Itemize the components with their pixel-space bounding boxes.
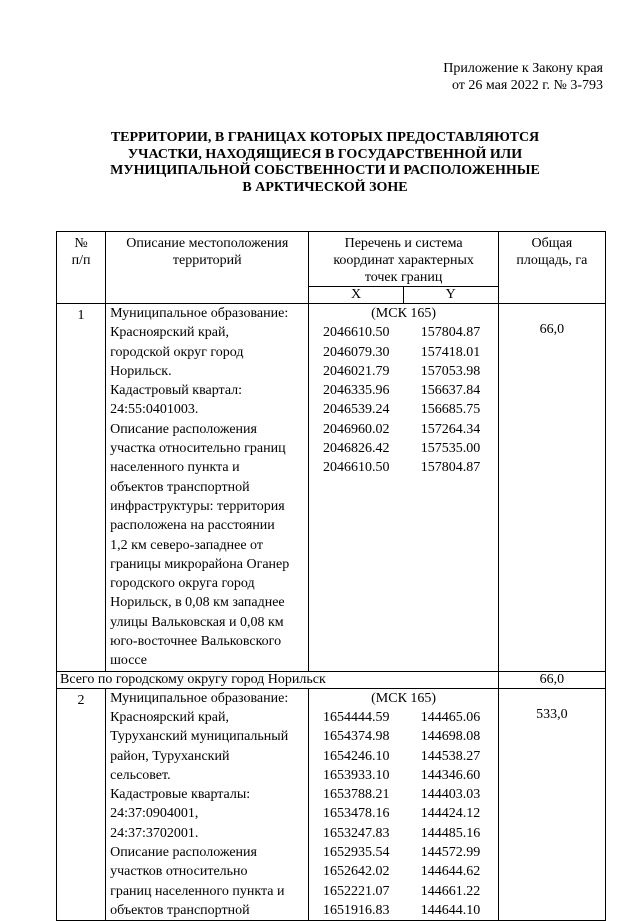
y-value: 144698.08: [420, 729, 481, 745]
coordinate-system: (МСК 165): [371, 690, 437, 706]
header-coordinates: [309, 232, 498, 287]
header-description: [106, 232, 309, 304]
desc-line: Муниципальное образование:: [110, 690, 289, 706]
desc-line: объектов транспортной: [110, 902, 250, 918]
desc-line: 24:55:0401003.: [110, 402, 199, 418]
y-value: 156637.84: [420, 383, 481, 399]
desc-line: Норильск.: [110, 363, 172, 379]
desc-line: район, Туруханский: [110, 748, 230, 764]
header-num-line: п/п: [71, 253, 91, 268]
header-area: [498, 232, 605, 304]
title-line: МУНИЦИПАЛЬНОЙ СОБСТВЕННОСТИ И РАСПОЛОЖЕННЫЕ: [110, 163, 540, 178]
x-value: 1654374.98: [323, 729, 390, 745]
y-value: 144538.27: [420, 748, 481, 764]
desc-line: объектов транспортной: [110, 479, 250, 495]
y-coordinates: [403, 708, 498, 920]
row-description: [106, 688, 309, 921]
y-value: 144403.03: [420, 787, 481, 803]
x-value: 1653478.16: [323, 806, 390, 822]
x-value: 2046539.24: [323, 402, 390, 418]
desc-line: 24:37:0904001,: [110, 806, 199, 822]
header-coords-line: координат характерных: [333, 253, 474, 268]
header-row: [57, 232, 606, 287]
y-value: 157535.00: [420, 441, 481, 457]
header-desc-line: Описание местоположения: [126, 236, 289, 251]
x-value: 1652221.07: [323, 883, 390, 899]
desc-line: Муниципальное образование:: [110, 306, 289, 321]
desc-line: границы микрорайона Оганер: [110, 556, 290, 572]
coordinate-system: (МСК 165): [371, 306, 437, 321]
appendix-line-2: от 26 мая 2022 г. № 3-793: [451, 78, 603, 93]
desc-line: 1,2 км северо-западнее от: [110, 537, 263, 553]
x-value: 1653788.21: [323, 787, 390, 803]
x-value: 1652642.02: [323, 864, 390, 880]
y-value: 144644.10: [420, 902, 481, 918]
desc-line: населенного пункта и: [110, 460, 240, 476]
row-coordinates: [309, 688, 498, 921]
total-label: Всего по городскому округу город Норильск: [57, 671, 499, 688]
header-coords-line: точек границ: [364, 270, 443, 285]
row-description: [106, 304, 309, 672]
y-value: 144485.16: [420, 825, 481, 841]
y-value: 144572.99: [420, 845, 481, 861]
x-value: 1651916.83: [323, 902, 390, 918]
desc-line: Норильск, в 0,08 км западнее: [110, 595, 285, 611]
row-area: 66,0: [498, 304, 605, 672]
row-number: 2: [57, 688, 106, 921]
desc-line: шоссе: [110, 653, 148, 669]
x-value: 1653247.83: [323, 825, 390, 841]
desc-line: Описание расположения: [110, 845, 257, 861]
header-area-line: площадь, га: [516, 253, 588, 268]
y-value: 157804.87: [420, 325, 481, 341]
x-coordinates: [309, 323, 403, 477]
y-value: 157804.87: [420, 460, 481, 476]
appendix-note: [443, 60, 603, 94]
desc-line: юго-восточнее Вальковского: [110, 634, 282, 650]
header-desc-line: территорий: [172, 253, 242, 268]
header-y: Y: [403, 287, 498, 304]
total-area: 66,0: [498, 671, 605, 688]
title-line: ТЕРРИТОРИИ, В ГРАНИЦАХ КОТОРЫХ ПРЕДОСТАВЛЯЮТСЯ: [110, 130, 540, 145]
x-value: 2046826.42: [323, 441, 390, 457]
desc-line: инфраструктуры: территория: [110, 498, 285, 514]
x-value: 2046021.79: [323, 363, 390, 379]
x-value: 2046335.96: [323, 383, 390, 399]
desc-line: городского округа город: [110, 576, 255, 592]
y-value: 144465.06: [420, 709, 481, 725]
desc-line: Кадастровые кварталы:: [110, 787, 251, 803]
x-value: 1654246.10: [323, 748, 390, 764]
x-value: 1652935.54: [323, 845, 390, 861]
total-row: [57, 671, 606, 688]
document-title: [60, 130, 590, 196]
desc-line: Туруханский муниципальный: [110, 729, 289, 745]
title-line: В АРКТИЧЕСКОЙ ЗОНЕ: [242, 179, 408, 195]
desc-line: расположена на расстоянии: [110, 518, 275, 534]
header-num: [57, 232, 106, 304]
x-value: 1653933.10: [323, 767, 390, 783]
header-area-line: Общая: [531, 236, 573, 251]
header-num-line: №: [74, 236, 88, 251]
y-coordinates: [403, 323, 498, 477]
y-value: 157053.98: [420, 363, 481, 379]
y-value: 157418.01: [420, 344, 481, 360]
y-value: 157264.34: [420, 421, 481, 437]
desc-line: Красноярский край,: [110, 325, 230, 341]
title-line: УЧАСТКИ, НАХОДЯЩИЕСЯ В ГОСУДАРСТВЕННОЙ ИЛИ: [127, 146, 523, 162]
y-value: 156685.75: [420, 402, 481, 418]
table-row: [57, 688, 606, 921]
desc-line: 24:37:3702001.: [110, 825, 199, 841]
y-value: 144644.62: [420, 864, 481, 880]
header-x: X: [309, 287, 403, 304]
desc-line: Описание расположения: [110, 421, 257, 437]
territories-table: [56, 231, 606, 921]
desc-line: улицы Вальковская и 0,08 км: [110, 614, 284, 630]
row-area: 533,0: [498, 688, 605, 921]
appendix-line-1: Приложение к Закону края: [443, 61, 603, 76]
desc-line: городской округ город: [110, 344, 244, 360]
row-coordinates: [309, 304, 498, 672]
desc-line: Красноярский край,: [110, 709, 230, 725]
desc-line: Кадастровый квартал:: [110, 383, 243, 399]
row-number: 1: [57, 304, 106, 672]
x-value: 1654444.59: [323, 709, 390, 725]
y-value: 144661.22: [420, 883, 481, 899]
x-value: 2046610.50: [323, 460, 390, 476]
header-coords-line: Перечень и система: [344, 236, 463, 251]
y-value: 144346.60: [420, 767, 481, 783]
desc-line: границ населенного пункта и: [110, 883, 285, 899]
desc-line: сельсовет.: [110, 767, 171, 783]
x-value: 2046610.50: [323, 325, 390, 341]
x-coordinates: [309, 708, 403, 920]
desc-line: участков относительно: [110, 864, 248, 880]
x-value: 2046960.02: [323, 421, 390, 437]
y-value: 144424.12: [420, 806, 481, 822]
desc-line: участка относительно границ: [110, 441, 286, 457]
x-value: 2046079.30: [323, 344, 390, 360]
table-row: [57, 304, 606, 672]
